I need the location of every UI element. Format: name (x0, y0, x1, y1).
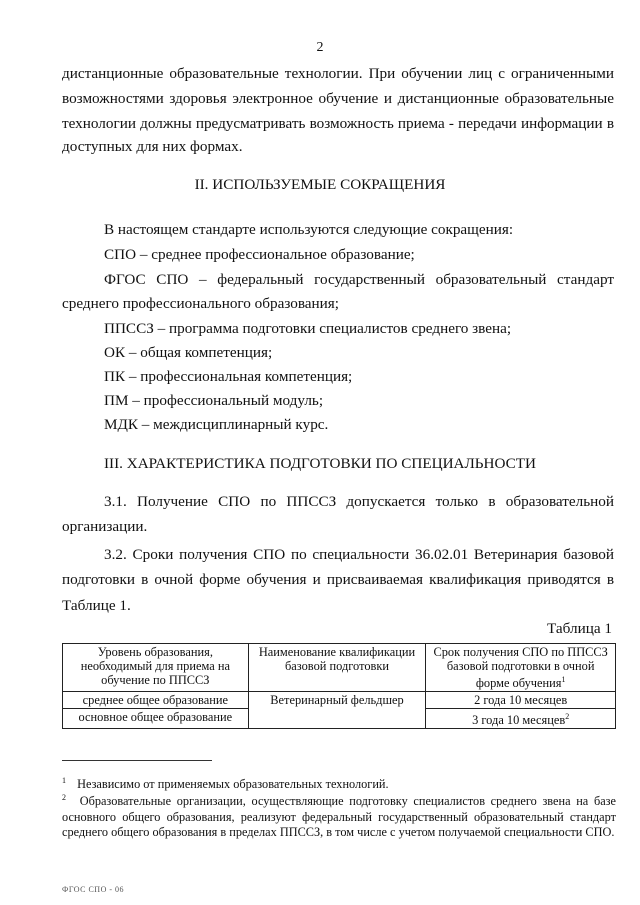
paragraph-3-1-line-1: 3.1. Получение СПО по ППССЗ допускается только в образовательной (104, 493, 614, 510)
footnote-1-mark: 1 (62, 776, 66, 785)
intro-line-2: возможностями здоровья электронное обучение и дистанционные образовательные (62, 90, 614, 107)
abbr-fgos-line-1: ФГОС СПО – федеральный государственный образовательный стандарт (104, 271, 614, 288)
table-row (63, 692, 616, 709)
intro-line-1: дистанционные образовательные технологии. При обучении лиц с ограниченными (62, 65, 614, 82)
footnote-2-mark: 2 (62, 793, 66, 802)
footnote-ref-2: 2 (565, 712, 570, 722)
footnote-2-text: Образовательные организации, осуществляющие подготовку специалистов среднего звена на базе основного общего образования, реализуют федеральный государственный образовательный стандарт среднего общего образования в пределах ППССЗ, в том числе с учетом получаемой специальности СПО. (62, 794, 616, 840)
row-2-term-text: 3 года 10 месяцев (472, 713, 566, 728)
intro-line-4: доступных для них формах. (62, 138, 243, 155)
footnote-ref-1: 1 (561, 675, 566, 684)
document-code-mark: ФГОС СПО - 06 (62, 885, 125, 894)
table-header-row (63, 644, 616, 692)
header-term (426, 644, 616, 692)
intro-line-3: технологии должны предусматривать возможность приема - передачи информации в (62, 115, 614, 132)
paragraph-3-2-line-1: 3.2. Сроки получения СПО по специальности 36.02.01 Ветеринария базовой (104, 546, 614, 563)
footnote-2 (62, 790, 616, 841)
abbr-pm: ПМ – профессиональный модуль; (104, 392, 324, 409)
section-3-heading: III. ХАРАКТЕРИСТИКА ПОДГОТОВКИ ПО СПЕЦИАЛЬНОСТИ (103, 455, 537, 472)
paragraph-3-2-line-2: подготовки в очной форме обучения и присваиваемая квалификация приводятся в (62, 571, 614, 588)
abbr-fgos-line-2: среднего профессионального образования; (62, 295, 339, 312)
paragraph-3-2-line-3: Таблице 1. (62, 597, 131, 614)
row-1-term-text: 2 года 10 месяцев (474, 693, 568, 708)
footnote-divider (62, 760, 212, 761)
paragraph-3-1-line-2: организации. (62, 518, 148, 535)
abbr-intro: В настоящем стандарте используются следующие сокращения: (104, 221, 514, 238)
abbr-ppssz: ППССЗ – программа подготовки специалистов среднего звена; (104, 320, 512, 337)
section-2-heading: II. ИСПОЛЬЗУЕМЫЕ СОКРАЩЕНИЯ (194, 176, 446, 193)
abbr-ok: ОК – общая компетенция; (104, 344, 273, 361)
page-number: 2 (316, 40, 324, 55)
qualification-table (62, 643, 616, 729)
abbr-pk: ПК – профессиональная компетенция; (104, 368, 353, 385)
header-qualification: Наименование квалификации базовой подготовки (248, 644, 426, 692)
row-2-term (426, 709, 616, 729)
footnote-1-text: Независимо от применяемых образовательных технологий. (77, 777, 389, 792)
header-education-level: Уровень образования, необходимый для приема на обучение по ППССЗ (63, 644, 249, 692)
row-1-term (426, 692, 616, 709)
qualification-cell: Ветеринарный фельдшер (248, 692, 426, 729)
table-caption: Таблица 1 (547, 620, 612, 637)
header-term-text: Срок получения СПО по ППССЗ базовой подготовки в очной форме обучения (433, 645, 608, 691)
abbr-mdk: МДК – междисциплинарный курс. (104, 416, 329, 433)
row-2-level: основное общее образование (63, 709, 249, 729)
abbr-spo: СПО – среднее профессиональное образование; (104, 246, 415, 263)
row-1-level: среднее общее образование (63, 692, 249, 709)
